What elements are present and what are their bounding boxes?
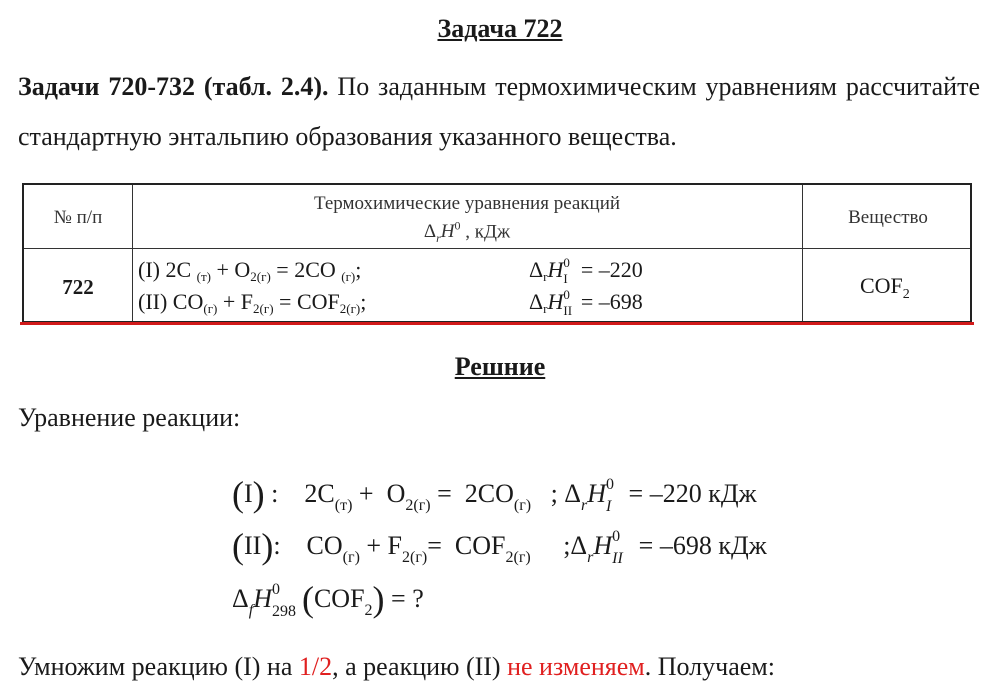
next-step-text: Умножим реакцию (I) на 1/2, а реакцию (II) не изменяем. Получаем: [18, 652, 775, 681]
unchanged-highlight: не изменяем [507, 652, 645, 681]
header-subject: Вещество [848, 207, 928, 228]
solution-enthalpy-2-value: = –698 кДж [638, 531, 767, 560]
table-equation-1: (I) 2C $_{(т)} + O_{2(г)} = 2CO$ $_{(г)}$; [138, 257, 362, 284]
solution-title: Решние [454, 352, 546, 381]
problem-statement [18, 62, 980, 162]
table-enthalpy-1: $\Delta_rH$ 0 I = –220 [529, 255, 643, 286]
equation-label: Уравнение реакции: [18, 403, 241, 432]
subject-formula: $COF_2$ [860, 273, 910, 302]
table-enthalpy-1-value: = –220 [580, 257, 643, 282]
table-equation-2: (II) $CO_{(г)} + F_{2(г)} = COF_{2(г)}$; [138, 289, 367, 316]
header-equations-unit: , кДж [465, 221, 511, 243]
solution-enthalpy-1-value: = –220 кДж [628, 479, 757, 508]
table-enthalpy-2-value: = –698 [580, 289, 643, 314]
reaction-table [22, 183, 972, 323]
page-title: Задача 722 [437, 14, 563, 43]
header-equations: Термохимические уравнения реакций $\Delta_rH^0$ , кДж [134, 193, 800, 249]
solution-unknown: $\Delta_fH$ 0 298 $(COF_2)$ = ? [232, 579, 424, 620]
table-enthalpy-2: $\Delta_rH$ 0 II = –698 [529, 287, 643, 318]
table-underline [20, 322, 974, 325]
solution-equation-2: (II): $CO_{(г)} + F_{2(г)}= COF_{2(г)}$ $;\Delta_rH$ 0 II = –698 кДж [232, 526, 767, 567]
problem-reference: Задачи 720-732 (табл. 2.4). [18, 72, 329, 101]
header-equations-line1: Термохимические уравнения реакций [313, 193, 621, 214]
row-number: 722 [62, 275, 94, 299]
header-number: № п/п [53, 207, 103, 228]
multiplier-highlight: 1/2 [298, 652, 333, 681]
problem-text: По заданным термохимическим уравнениям рассчитайте стандартную энтальпию образования указанного вещества. [18, 72, 980, 151]
solution-equation-1: (I) : $2C_{(т)} + O_{2(г)} = 2CO_{(г)}$ ; $\Delta_rH$ 0 I = –220 кДж [232, 474, 757, 515]
solution-unknown-value: = ? [391, 584, 424, 613]
